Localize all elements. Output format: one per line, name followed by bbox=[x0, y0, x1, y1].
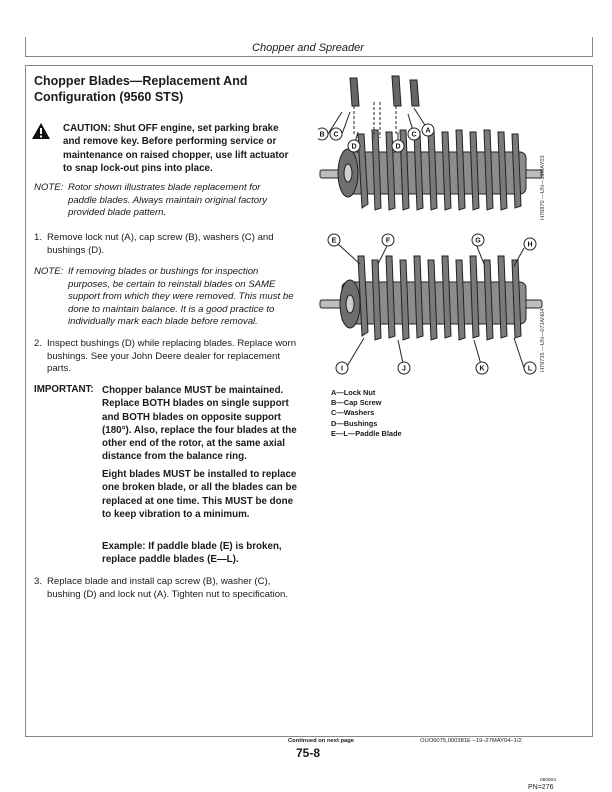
step-text: Remove lock nut (A), cap screw (B), washers (C) and bushings (D). bbox=[47, 232, 274, 256]
legend-item: B—Cap Screw bbox=[331, 398, 382, 408]
callout-label: D bbox=[351, 143, 357, 151]
note-label: NOTE: bbox=[34, 266, 64, 277]
rotor-figure-bottom bbox=[318, 228, 548, 384]
legend-item: E—L—Paddle Blade bbox=[331, 428, 402, 438]
caution-triangle-icon bbox=[31, 122, 51, 140]
callout-label: F bbox=[385, 237, 391, 245]
callout-label: C bbox=[411, 131, 417, 139]
step-text: Inspect bushings (D) while replacing blades. Replace worn bushings. See your John Deere dealer for replacement parts. bbox=[47, 338, 297, 374]
step-number: 3. bbox=[34, 576, 43, 587]
pn-number: PN=276 bbox=[528, 784, 554, 791]
section-header: Chopper and Spreader bbox=[252, 42, 364, 54]
callout-label: C bbox=[333, 131, 339, 139]
callout-label: H bbox=[527, 241, 533, 249]
figure-id: H76870 —UN—13MAY03 bbox=[540, 155, 546, 220]
step-item bbox=[34, 232, 299, 257]
figure-id: H79735 —UN—07JAN04 bbox=[540, 308, 546, 372]
step-number: 1. bbox=[34, 232, 43, 243]
date-code: 080504 bbox=[540, 778, 557, 783]
continued-note: Continued on next page bbox=[288, 738, 355, 744]
note-text: If removing blades or bushings for inspection purposes, be certain to reinstall blades on SAME support from which they were removed. This must be done to maintain balance. It is a good practice to individually mark each blade before removal. bbox=[68, 266, 294, 327]
important-paragraph: Example: If paddle blade (E) is broken, replace paddle blades (E—L). bbox=[102, 541, 282, 566]
important-paragraph: Eight blades MUST be installed to replace one broken blade, or all the blades can be replaced at one time. This MUST be done to keep vibration to a minimum. bbox=[102, 469, 297, 520]
note-text: Rotor shown illustrates blade replacement for paddle blades. Always maintain original factory provided blade pattern. bbox=[68, 182, 268, 218]
rotor-figure-top bbox=[318, 72, 548, 230]
callout-label: D bbox=[395, 143, 401, 151]
important-label: IMPORTANT: bbox=[34, 384, 94, 395]
note-label: NOTE: bbox=[34, 182, 64, 193]
figure-legend bbox=[331, 388, 402, 439]
legend-item: D—Bushings bbox=[331, 418, 378, 428]
callout-label: K bbox=[479, 365, 485, 373]
important-paragraph: Chopper balance MUST be maintained. Replace BOTH blades on single support and BOTH blades on opposite support (180°). Also, replace the four blades at the other end of the rotor, at the same axial distance from the balance ring. bbox=[102, 385, 297, 463]
document-reference: OUO6075,000381E –19–27MAY04–1/2 bbox=[420, 738, 522, 744]
legend-item: A—Lock Nut bbox=[331, 388, 376, 397]
page-title: Chopper Blades—Replacement And Configuration (9560 STS) bbox=[34, 74, 248, 104]
page-number: 75-8 bbox=[295, 746, 321, 760]
step-number: 2. bbox=[34, 338, 43, 349]
callout-label: E bbox=[331, 237, 337, 245]
callout-label: B bbox=[319, 131, 325, 139]
legend-item: C—Washers bbox=[331, 408, 375, 418]
step-item bbox=[34, 338, 299, 376]
step-text: Replace blade and install cap screw (B), washer (C), bushing (D) and lock nut (A). Tighten nut to specification. bbox=[47, 576, 289, 600]
callout-label: J bbox=[402, 365, 406, 373]
callout-label: A bbox=[425, 127, 431, 135]
caution-text: CAUTION: Shut OFF engine, set parking brake and remove key. Before performing service or maintenance on raised chopper, use lift actuator to snap lock-out pins into place. bbox=[63, 123, 289, 174]
step-item bbox=[34, 576, 299, 601]
callout-label: I bbox=[341, 365, 343, 373]
callout-label: L bbox=[527, 365, 533, 373]
callout-label: G bbox=[475, 237, 481, 245]
